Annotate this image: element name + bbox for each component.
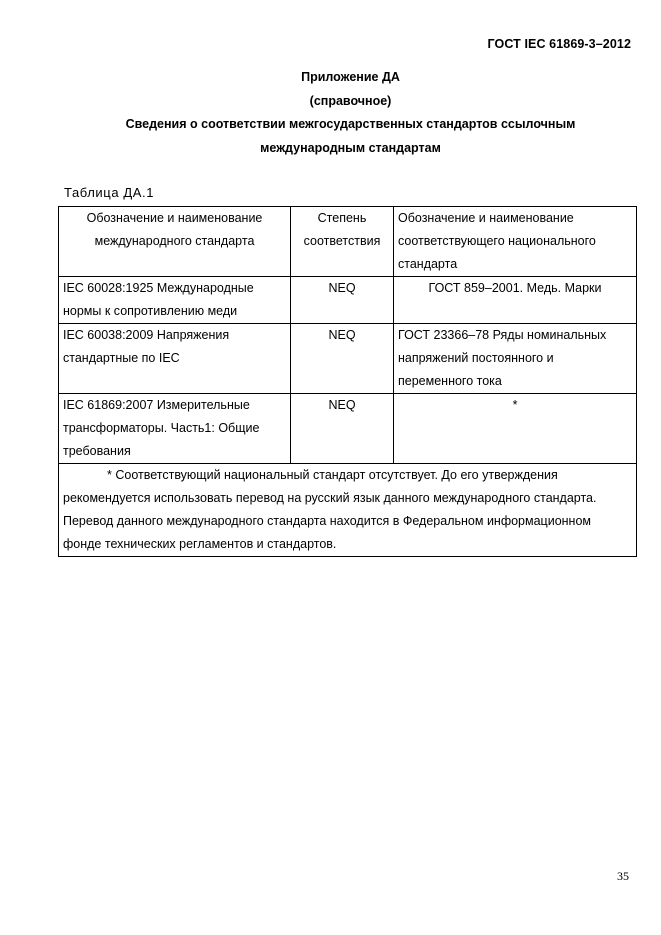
table-header-row (59, 207, 637, 277)
cell-degree: NEQ (291, 324, 394, 394)
table-footnote (59, 464, 637, 557)
cell-international-standard: IEC 60028:1925 Международные нормы к сопротивлению меди (59, 277, 291, 324)
document-designation: ГОСТ IEC 61869-3–2012 (487, 37, 631, 51)
cell-national-standard: * (394, 394, 637, 464)
table-row (59, 277, 637, 324)
cell-degree: NEQ (291, 394, 394, 464)
header-international-standard: Обозначение и наименование международного стандарта (59, 207, 291, 277)
page-number: 35 (617, 869, 629, 883)
standards-correspondence-table (58, 206, 637, 557)
annex-status: (справочное) (309, 94, 392, 108)
annex-heading-line-2: международным стандартам (260, 141, 441, 155)
cell-degree: NEQ (291, 277, 394, 324)
header-national-standard: Обозначение и наименование соответствующего национального стандарта (394, 207, 637, 277)
table-row (59, 324, 637, 394)
cell-national-standard: ГОСТ 859–2001. Медь. Марки (394, 277, 637, 324)
header-degree-of-correspondence: Степень соответствия (291, 207, 394, 277)
cell-national-standard: ГОСТ 23366–78 Ряды номинальных напряжений постоянного и переменного тока (394, 324, 637, 394)
table-footnote-row (59, 464, 637, 557)
table-row (59, 394, 637, 464)
annex-title: Приложение ДА (301, 70, 400, 84)
annex-heading-line-1: Сведения о соответствии межгосударственных стандартов ссылочным (125, 117, 576, 131)
cell-international-standard: IEC 60038:2009 Напряжения стандартные по IEC (59, 324, 291, 394)
table-caption: Таблица ДА.1 (64, 185, 155, 200)
cell-international-standard: IEC 61869:2007 Измерительные трансформаторы. Часть1: Общие требования (59, 394, 291, 464)
footnote-text: * Соответствующий национальный стандарт отсутствует. До его утверждения рекомендуется использовать перевод на русский язык данного международного стандарта. Перевод данного международного стандарта находится в Федеральном информационном фонде технических регламентов и стандартов. (63, 468, 597, 551)
